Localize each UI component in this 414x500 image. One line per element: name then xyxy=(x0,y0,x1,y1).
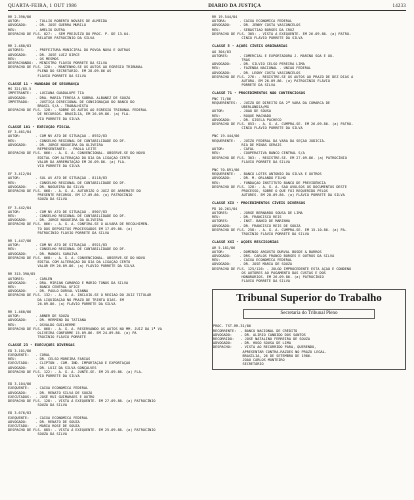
case-entry xyxy=(8,382,202,407)
case-line: DESPACHO DE FLS. 128: - MANTENHO-SE OS AUTOS AO EGRÉGIO TRIBUNAL xyxy=(8,65,143,70)
case-line: PLENO DO SECRETARIO. EM 28.09.86 AS xyxy=(8,69,112,74)
case-line: EDITAL COM ALTERAÇÃO DO DIA DA LIGAÇÃO CERTO xyxy=(8,155,131,160)
right-column xyxy=(212,15,406,441)
case-line: AUTOR: - CAFAL xyxy=(212,147,255,152)
case-entry xyxy=(212,168,406,197)
case-line: UBERLÂNDIA/MG xyxy=(212,105,269,110)
case-line: ADVOGADO: - DR. JOSÉ LUIZ DIRCE xyxy=(8,52,80,57)
right-column-entries xyxy=(212,15,406,283)
case-line: RÉU: - FUNDAÇÃO INSTITUTO BANCO DE PREVIDÊNCIA xyxy=(212,180,326,185)
case-line: REQUERENTE: - JUÍZO FEDERAL DA VARA DA SEÇÃO JUDICIÁ- xyxy=(212,138,326,143)
case-number: PNC 70.891/86 xyxy=(212,167,240,172)
tst-body xyxy=(213,324,405,366)
case-line: DESPACHO DE FLS. 128: - SOBRE OS AUTOS AO EGRÉGIO TRIBUNAL FEDERAL xyxy=(8,108,148,113)
case-line: RÉU: - AMELIO DUTRA xyxy=(8,27,65,32)
case-line: RÉU: - OS MESMOS xyxy=(8,56,59,61)
case-line: AUTORES: - JORGE BERNARDO SOUSA DE LIMA xyxy=(212,210,303,215)
case-line: AUTOR: - COM NV ATO DE SITUAÇÃO - 8921/83 xyxy=(8,243,108,248)
case-line: DESPACHO DE FLS. 066: - A. G. A. CONVENCIONAL. OBSERVE-SE DO NOVO xyxy=(8,151,145,156)
columns xyxy=(8,15,406,441)
case-line: ADVOGADO: - DR. LUIZ DA SILVA GONÇALVES xyxy=(8,365,97,370)
case-line: SOUZA DA SILVA xyxy=(8,403,68,408)
section-heading: CLASSE 101 - EXECUÇÃO FISCAL xyxy=(8,124,71,129)
case-line: VALOR EM 26.09.86. (a) FLÁVIO PORRETE DA SILVA xyxy=(8,264,135,269)
case-line: DESPACHO DE FLS. 066: - A. G. A. CONFIRA-SE O ALVARÁ DE RECOLHIMEN- xyxy=(8,222,150,227)
case-line: DESPACHO DE FLS. 122: - A. G. A. JUNTE-SE. EM 25.09.86. (a) FLA- xyxy=(8,369,143,374)
case-number: RR 315.390/85 xyxy=(8,272,36,277)
case-line: AUTORES. EM 28.09.86. (a) FLÁVIO PORRETE DA SILVA xyxy=(212,193,345,198)
case-line: PRESENTE RECURSO. EM 17.09.86. (a) PATROCÍNIO xyxy=(8,193,133,198)
case-line: ADVOGADO: - DR. RENATO SILVA DE SOUZA xyxy=(8,390,93,395)
case-line: DESPACHO DE FLS. 068: - A. G. A. CONVENCIONAL. OBSERVE-SE DO NOVO xyxy=(8,255,145,260)
case-line: DESPACHO DE FLS. 132: - A. G. A. INCLUIU-SE O REGIÃO DO JUIZ TITULAR xyxy=(8,293,152,298)
case-line: AUTORES: - PREFEITURA MUNICIPAL DO POVOA NOVA E OUTRAS xyxy=(8,48,131,53)
case-line: AUTOR: - DOMINGO ARGUSTO DURVAL BOSDE & BARROS xyxy=(212,249,322,254)
case-entry xyxy=(212,15,406,40)
case-line: AUTOR: - TULLIO ROBERTO NOVAES DE ALMEIDA xyxy=(8,19,108,24)
case-entry xyxy=(212,97,406,131)
case-line: AUTORES: - COMERCIAL E EXPORTADORA J. MARINO SOA E OU- xyxy=(212,53,335,58)
case-line: CÍNIO FLÁVIO PORRETE DA SILVA xyxy=(212,36,303,41)
case-line: ADVOGADO: - DR. JORGE NOGUEIRA DA OLIVEIRA xyxy=(8,142,103,147)
case-line: ADVOGADO: - DR. RENATO DE SOUZA xyxy=(8,419,80,424)
tst-line: RECORRENTE: - BANCO NACIONAL DE CRÉDITO xyxy=(213,328,298,333)
case-number: RR 19.544/84 xyxy=(212,15,238,19)
case-line: AUTOR: - COM NV ATO DE SITUAÇÃO - 8907/83 xyxy=(8,209,108,214)
case-number: PNC 19.444/86 xyxy=(212,134,240,139)
case-line: DESPACHO DE FLS. 053: - A. G. A. CUMPRA-SE. EM 26.09.86. (a) PATRO- xyxy=(212,122,354,127)
tst-line: ADVOGADO: - DR. ALIRIO CANDIDO DOS SANTOS xyxy=(213,332,306,337)
case-number: EF 3.412/84 xyxy=(8,172,32,177)
tst-line: APRESENTAR CONTRA-RAZÕES NO PRAZO LEGAL. xyxy=(213,349,327,354)
case-line: ADVOGADO: - DR. M. ORLANDO FILHO xyxy=(212,176,286,181)
case-entry xyxy=(8,310,202,339)
case-line: EXEQUENTE: - CAIXA ECONÔMICA FEDERAL xyxy=(8,386,89,391)
case-line: RIA DE MINAS GERAIS xyxy=(212,142,282,147)
case-line: SOUZA DA SILVA xyxy=(8,197,68,202)
case-line: DESPACHO DE FLS. 128: - A. G. A. SÃO AVULSOS OS DOCUMENTOS DESTE xyxy=(212,184,347,189)
case-line: ADVOGADO: - DR. JORGE NOGUEIRA DA OLIVEIRA xyxy=(8,218,103,223)
case-line: ADVOGADO: - DR. PAULO DURVAL VIANNA xyxy=(8,289,89,294)
case-number: AR 5.181/86 xyxy=(212,245,236,250)
case-line: RÉU: - BANCO CENTRAL UFICE xyxy=(8,284,80,289)
case-entry xyxy=(8,411,202,436)
case-entry xyxy=(8,206,202,235)
case-number: MS 321/85-5 xyxy=(8,87,32,92)
header-publication: DIARIO DA JUSTIÇA xyxy=(208,4,262,9)
case-line: AUTORES: - CARLEN xyxy=(8,276,53,281)
tst-line: RECORRIDO: - JOSÉ NATALINO FERREIRA DE SOUZA xyxy=(213,337,310,341)
tst-line: BRASÍLIA, 26 DE SETEMBRO DE 1986. xyxy=(213,353,313,358)
case-line: ADVOGADO: - DR. SILVIO CELSO PEREIRA LIMA xyxy=(212,62,305,67)
case-line: DESPACHO DE FLS. 276: - REGISTRE-SE OS AUTOS AO PRAZO DE DEZ DIAS A xyxy=(212,74,354,79)
case-number: EF 3.461/84 xyxy=(8,130,32,135)
case-entry xyxy=(8,15,202,40)
tst-line: ADVOGADO: - DR. HUGO SOUSA DE LIMA xyxy=(213,341,291,346)
case-number: RR 2.390/86 xyxy=(8,15,32,19)
case-line: ADVOGADO: - DR. NOGUEIRA DA SILVA xyxy=(8,184,84,189)
case-line: VIO PORRETE DA SILVA xyxy=(8,374,80,379)
case-entry xyxy=(8,239,202,268)
case-line: ADVOGADO: - DR. JOSE GUERRA MURILO xyxy=(8,23,86,28)
header-date: QUARTA-FEIRA, 1 OUT 1986 xyxy=(8,4,77,9)
case-number: AO 304/83 xyxy=(212,49,231,54)
case-number: RR 2.480/83 xyxy=(8,44,32,49)
case-line: PATROCÍNIO FLÁVIO PORRETE DA SILVA xyxy=(8,230,110,235)
case-line: ADVOGADO: - DR. JOSÉ MARIA DE SOUZA xyxy=(212,262,293,267)
case-line: ADVOGADO: - DRA. MIRIAN CAMARGO E MÁRIO TONOS DA SILVA xyxy=(8,280,129,285)
page-header xyxy=(8,4,406,11)
case-line: IMPETRANTE: - LUCIANA GUADALUPE TIA xyxy=(8,91,84,96)
case-line: ADVOGADO: - DR. GISELA PACHECO xyxy=(212,117,282,122)
case-line: DESPACHO DE FLS. 068: - A. G. A. RESERVANDO OS AUTOS NO MM. JUIZ DA 1ª VA xyxy=(8,326,162,331)
section-heading: CLASSE 11 - MANDADO DE SEGURANÇA xyxy=(8,81,80,86)
case-line: ADVOGADO: - DR. JENNY COSTA VASCONCELOS xyxy=(212,23,301,28)
case-line: EXECUTADO: - CLIPTON - COM. IND. IMPORTAÇÃO E EXPORTAÇÃO xyxy=(8,361,131,366)
case-line: 26.09.86. (a) FLÁVIO PORRETE DA SILVA xyxy=(8,301,116,306)
section-heading: CLASSE 5 - AÇÕES CÍVEIS ORDINÁRIAS xyxy=(212,44,288,49)
case-line: AUTOR: - COM NV ATO DE SITUAÇÃO - 8932/83 xyxy=(8,134,108,139)
case-line: HONORÁRIOS. EM 26.09.86. (a) PATROCÍNIO xyxy=(212,274,324,279)
case-line: DESPACHO DE FLS. 068: - A. G. A. AUTORIZO O JUIZ DE ARREMATE DO xyxy=(8,188,141,193)
case-line: DESPACHANDO: - MINISTRO FLÁVIO PORRETE DA SILVA xyxy=(8,61,108,66)
case-entry xyxy=(212,50,406,88)
case-line: OS AUTORES AO PAGAMENTO DAS CUSTAS E DOS xyxy=(212,270,326,275)
case-entry xyxy=(212,134,406,163)
case-number: PD 10.261/84 xyxy=(212,206,238,211)
case-line: PROCESSO, SOBRE O QUE FOI REQUERIDO PELOS xyxy=(212,188,328,193)
case-entry xyxy=(8,172,202,201)
case-line: TO DOS DEPÓSITOS PROCESSADOS EM 17.09.86. (a) xyxy=(8,226,133,231)
case-line: BRASIL S/A - TRABALHISTA xyxy=(8,104,89,109)
case-line: ADVOGADO: - DRA. MARIA TERESA A SOBRAL ALBANEZ DE SOUZA xyxy=(8,95,131,100)
case-number: ED 3.676/83 xyxy=(8,411,32,416)
case-line: VIO PORRETE DA SILVA xyxy=(8,116,80,121)
case-entry xyxy=(8,87,202,121)
case-line: DESPACHO DE FLS. 085: - VISTA À EXEQUENTE. EM 25.09.86. (a) PATROCÍNIO xyxy=(8,428,156,433)
left-column xyxy=(8,15,202,441)
section-heading: CLASSE 23 - EXECUÇÕES DIVERSAS xyxy=(8,343,75,348)
section-heading: CLASSE XIX - PROCEDIMENTOS CÍVEIS DIVERSOS xyxy=(212,201,306,206)
case-line: SOUZA DA SILVA xyxy=(8,432,68,437)
case-line: RÉU: - DR. FRANCISCO REIS xyxy=(212,215,282,220)
case-line: RÉU: - CONSELHO REGIONAL DE CONTABILIDADE DO DF. xyxy=(8,138,127,143)
tst-box xyxy=(212,289,406,370)
case-line: DESPACHO DE FLS. 128: - VISTA À EXEQUENTE. EM 27.09.86. (a) PATROCÍNIO xyxy=(8,399,156,404)
case-line: VIO PORRETE DA SILVA xyxy=(8,163,80,168)
case-line: TROCÍNIO FLÁVIO PORRETE DA SILVA xyxy=(212,231,309,236)
case-line: DESPACHO DE FLS. 303: - REGISTRE-SE. EM 27.09.86. (a) PATROCÍNIO xyxy=(212,155,347,160)
case-line: RELATOR PATROCÍNIO DA SILVA xyxy=(8,36,95,41)
case-line: DESPACHO DE FLS. 125/126: - JULGO IMPROCEDENTE ESTA AÇÃO E CONDENO xyxy=(212,266,352,271)
case-line: AUTOR: - SUL AV ATO DE SITUAÇÃO - 8118/83 xyxy=(8,176,108,181)
case-line: FLÁVIO PORRETE DA SILVA xyxy=(212,279,290,284)
case-line: CÍNIO FLÁVIO PORRETE DA SILVA xyxy=(212,126,303,131)
section-heading: CLASSE XXI - AÇÕES RESCISÓRIAS xyxy=(212,240,279,245)
case-line: IMPETRADO: - JUSTIÇA DIRECIONAL DE CONSIGNAÇÃO DO BANCO DO xyxy=(8,99,135,104)
case-line: EXECUTADOS: - JOSÉ RUI GUIMARÃES E OUTRO xyxy=(8,394,95,399)
case-line: OLIVEIRA CONFORME 15.09.86. EM 24.09.86. (a) PA xyxy=(8,331,137,336)
case-line: EXEQUENTE: - CAIXA ECONÔMICA FEDERAL xyxy=(8,415,89,420)
case-number: PNC 71/86 xyxy=(212,96,231,101)
case-line: EXECUTADO: - MARIA ROSE DE SOUZA xyxy=(8,424,80,429)
case-entry xyxy=(8,44,202,78)
tst-line: DESPACHO: - VISTA AO RECORRIDO PARA, QUERENDO, xyxy=(213,345,317,350)
case-line: AUTORES: - INST. BANCO DE MARINHA xyxy=(212,219,290,224)
case-number: RR 1.447/86 xyxy=(8,238,32,243)
case-line: RÉU: - DR. CELSO MOREIRA FARIAS xyxy=(8,357,91,362)
case-line: RÉU: - OSVALDO GUILHERME xyxy=(8,322,76,327)
case-line: RÉU: - ROQUE MACHADO xyxy=(212,113,272,118)
case-line: AUTOR: - JOÃO DE SOUSA xyxy=(212,109,272,114)
tst-line: SECRETÁRIO xyxy=(213,362,264,367)
case-line: ADVOGADO: - DR. HERMINO DA TATIANA xyxy=(8,318,86,323)
case-entry xyxy=(8,130,202,168)
case-line: REQUERENTES: - JUÍZO DE DIREITO DA 2ª VARA DA COMARCA DE xyxy=(212,101,331,106)
tst-line: JOÃO CARLOS MONTEIRO xyxy=(213,358,285,363)
case-entry xyxy=(212,207,406,236)
case-entry xyxy=(212,246,406,284)
case-line: REQUERENTE: - BANCO LOTES ANTONIO DA SILVA E OUTROS xyxy=(212,172,322,177)
case-number: RR 1.460/86 xyxy=(8,310,32,314)
case-entry xyxy=(8,272,202,306)
case-line: TRAS xyxy=(212,58,250,63)
case-line: FLÁVIO PORRETE DA SILVA xyxy=(212,159,290,164)
section-heading: CLASSE 71 - PROCEDIMENTOS NÃO CONTENCIOSOS xyxy=(212,91,306,96)
case-line: ADVOGADO: - DR. FRANCISCO REIS DE SOUZA xyxy=(212,223,301,228)
case-line: ADVOGADO: - DR. MANOEL SARAIVA xyxy=(8,251,78,256)
case-line: RÉU: - FAZENDA NACIONAL - UNIÃO FEDERAL xyxy=(212,66,312,71)
case-line: REPRESENTANTE: - PAOLA LEITE xyxy=(8,147,97,152)
case-line: DE RECURSOS. BRASÍLIA, EM 26.09.86. (a) FLA- xyxy=(8,112,131,117)
case-line: EDITAL COM ALTERAÇÃO DO DIA DA LIGAÇÃO CERTO xyxy=(8,259,131,264)
case-line: RÉU: - CONSELHO REGIONAL DE CONTABILIDADE DO DF. xyxy=(8,213,127,218)
case-line: PORRETE DA SILVA xyxy=(212,83,276,88)
case-line: ADVOGADO: - DRS. CARLOS FRANCO BORGES E OUTROS DA SILVA xyxy=(212,253,335,258)
case-number: ED 3.101/86 xyxy=(8,348,32,353)
tst-title: Tribunal Superior do Trabalho xyxy=(236,292,382,305)
case-line: DESPACHO DE FLS. 258: - A. G. A. CUMPRA-SE. EM 15.10.86. (a) PA- xyxy=(212,227,347,232)
case-entry xyxy=(8,349,202,378)
case-line: DESPACHO DE FLS. 305: - VISTA A EXEQUENTE. EM 26.09.86. (a) PATRO- xyxy=(212,31,352,36)
case-line: ADVOGADO: - DR. LEONY COSTA VASCONCELOS xyxy=(212,70,301,75)
case-line: TROCÍNIO FLÁVIO PORRETE xyxy=(8,335,86,340)
case-number: EF 3.442/84 xyxy=(8,205,32,210)
case-line: RÉU: - CONSELHO REGIONAL DE CONTABILIDADE DO DF. xyxy=(8,180,127,185)
tst-subtitle: Secretaria do Tribunal Pleno xyxy=(243,309,375,319)
case-number: ED 3.104/86 xyxy=(8,382,32,387)
case-line: AUTOR: - ABNER DE SOUZA xyxy=(8,314,70,319)
case-line: EXEQUENTE: - CORAL xyxy=(8,353,51,358)
case-line: RÉU: - COOPERATIVA BANCO CENTRAL S/A xyxy=(212,151,305,156)
header-page-number: 14233 xyxy=(392,4,406,9)
tst-line: PROC. TST-RR-31/86 xyxy=(213,324,251,329)
case-line: RÉU: - SEBASTIÃO BORGES DA CRUZ xyxy=(212,27,295,32)
case-line: FLÁVIO PORRETE DA SILVA xyxy=(8,73,86,78)
case-line: RÉU: - CONSELHO REGIONAL DE CONTABILIDADE DO DF. xyxy=(8,247,127,252)
case-line: AUTORA: - CAIXA ECONÔMICA FEDERAL xyxy=(212,19,293,24)
case-line: RÉU: - CAIXA ECONÔMICA FEDERAL xyxy=(212,258,293,263)
case-line: DA LIQUIDAÇÃO NO PRAZO DE TRINTA DIAS. EM xyxy=(8,297,124,302)
case-line: VALOR DA ARREMATAÇÃO EM 26.09.86. (a) FLA- xyxy=(8,159,127,164)
case-line: AUTORA. EM 26.09.86. (a) PATROCÍNIO FLÁVIO xyxy=(212,79,331,84)
case-line: DESPACHO DE FLS. 027: - SEM PREJUÍZO DO PROC. P. DE 13.04. xyxy=(8,31,131,36)
